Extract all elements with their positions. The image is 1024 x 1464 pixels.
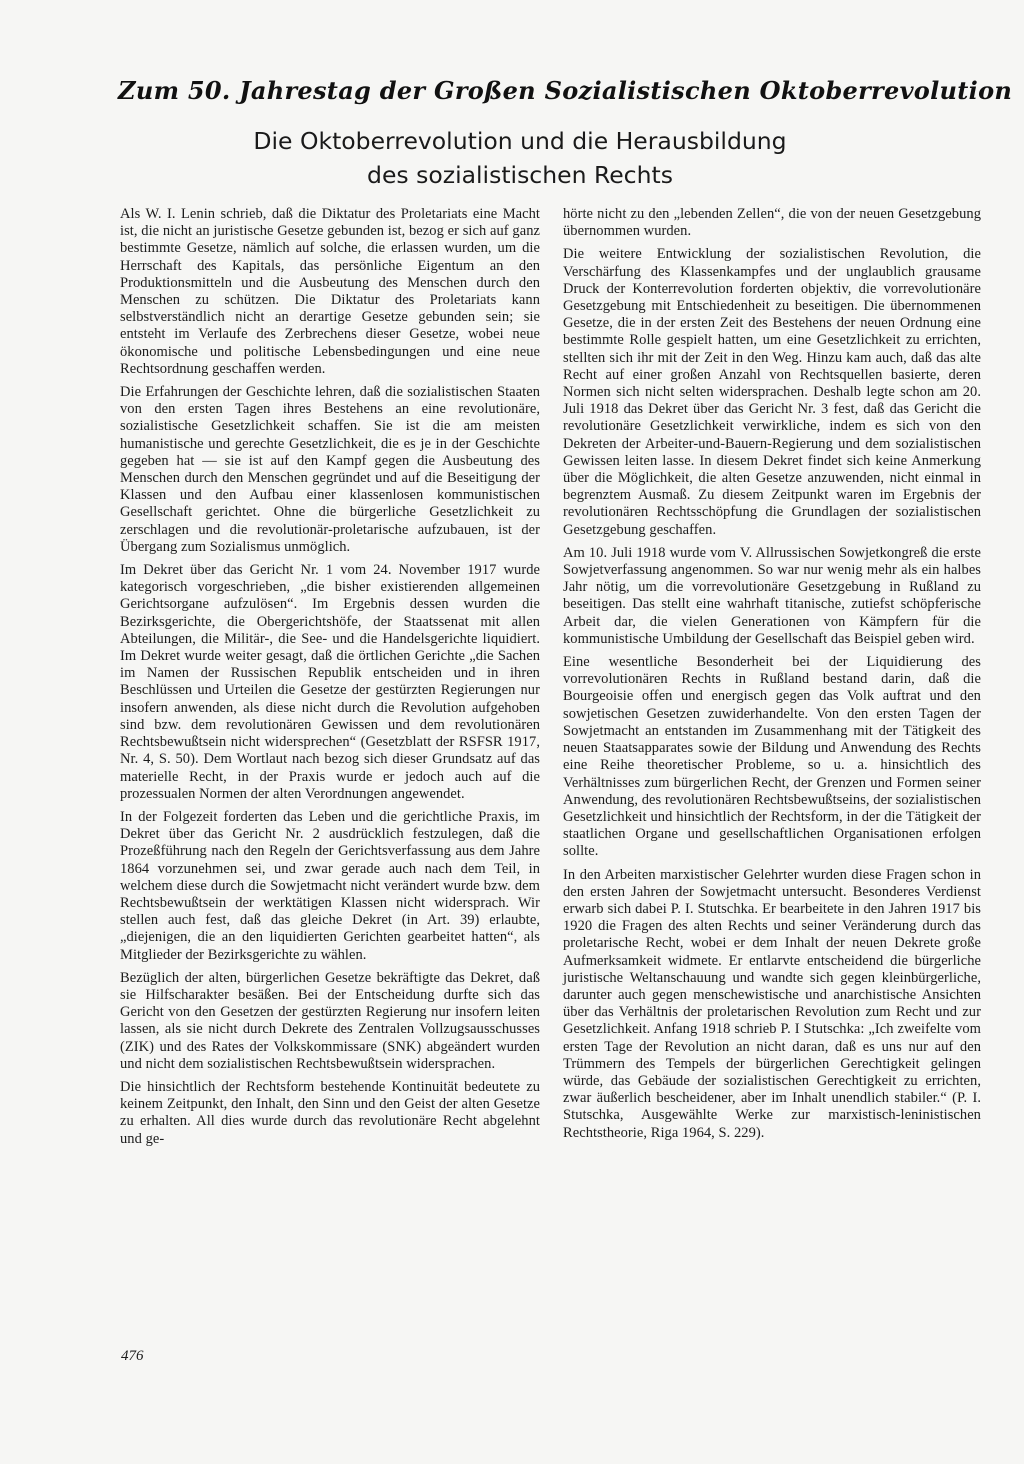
page-number: 476: [121, 1348, 144, 1364]
paragraph: In der Folgezeit forderten das Leben und die gerichtliche Praxis, im Dekret über das Gericht Nr. 2 ausdrücklich festzulegen, daß die Prozeßführung nach den Regeln der Gerichtsverfassung aus dem Jahre 1864 vorzunehmen sei, und zwar gerade auch nach dem Teil, in welchem diese durch die Sowjetmacht nicht verändert wurde bzw. dem Rechtsbewußtsein der werktätigen Klassen nicht widersprach. Wir stellen auch fest, daß das gleiche Dekret (in Art. 39) erlaubte, „diejenigen, die an den liquidierten Gerichten gearbeitet hatten“, als Mitglieder der Bezirksgerichte zu wählen.: [120, 808, 540, 963]
paragraph: Am 10. Juli 1918 wurde vom V. Allrussischen Sowjetkongreß die erste Sowjetverfassung angenommen. So war nur wenig mehr als ein halbes Jahr nötig, um die vorrevolutionäre Gesetzgebung in Rußland zu beseitigen. Das stellt eine wahrhaft titanische, zutiefst schöpferische Arbeit dar, die vielen Generationen von Kämpfern für die kommunistische Umbildung der Gesellschaft das Beispiel geben wird.: [563, 544, 981, 647]
paragraph: Die weitere Entwicklung der sozialistischen Revolution, die Verschärfung des Klassenkampfes und der unglaublich grausame Druck der Konterrevolution forderten objektiv, die vorrevolutionäre Gesetzgebung mit Entschiedenheit zu beseitigen. Die übernommenen Gesetze, die in der ersten Zeit des Bestehens der neuen Ordnung eine bestimmte Rolle gespielt hatten, um eine Gesetzlichkeit zu errichten, stellten sich ihr mit der Zeit in den Weg. Hinzu kam auch, daß das alte Recht auf einer großen Anzahl von Rechtsquellen basierte, deren Normen sich nicht selten widersprachen. Deshalb legte schon am 20. Juli 1918 das Dekret über das Gericht Nr. 3 fest, daß das Gericht die revolutionäre Gesetzlichkeit verwirkliche, indem es sich von den Dekreten der Arbeiter-und-Bauern-Regierung und dem sozialistischen Gewissen leiten lasse. In diesem Dekret findet sich keine Anmerkung über die Möglichkeit, die alten Gesetze anzuwenden, nicht einmal in begrenztem Ausmaß. Zu diesem Zeitpunkt waren im Ergebnis der revolutionären Rechtsschöpfung die Grundlagen der sozialistischen Gesetzgebung geschaffen.: [563, 246, 981, 538]
paragraph: Im Dekret über das Gericht Nr. 1 vom 24. November 1917 wurde kategorisch vorgeschrieben, „die bisher existierenden allgemeinen Gerichtsorgane aufzulösen“. Im Ergebnis dessen wurden die Bezirksgerichte, die Obergerichtshöfe, der Staatssenat mit allen Abteilungen, die Militär-, die See- und die Handelsgerichte liquidiert. Im Dekret wurde weiter gesagt, daß die örtlichen Gerichte „die Sachen im Namen der Russischen Republik entscheiden und in ihren Beschlüssen und Urteilen die Gesetze der gestürzten Regierungen nur insofern anwenden, als diese nicht durch die Revolution aufgehoben sind bzw. dem revolutionären Gewissen und dem revolutionären Rechtsbewußtsein nicht widersprechen“ (Gesetzblatt der RSFSR 1917, Nr. 4, S. 50). Dem Wortlaut nach bezog sich dieser Grundsatz auf das materielle Recht, in der Praxis wurde er jedoch auch auf die prozessualen Normen der alten Verordnungen angewendet.: [120, 562, 540, 802]
paragraph: hörte nicht zu den „lebenden Zellen“, die von der neuen Gesetzgebung übernommen wurden.: [563, 206, 981, 240]
paragraph: Als W. I. Lenin schrieb, daß die Diktatur des Proletariats eine Macht ist, die nicht an juristische Gesetze gebunden ist, bezog er sich auf ganz bestimmte Gesetze, nämlich auf solche, die erlassen wurden, um die Herrschaft des Kapitals, das persönliche Eigentum an den Produktionsmitteln und die Ausbeutung des Menschen durch den Menschen zu schützen. Die Diktatur des Proletariats kann selbstverständlich nicht an derartige Gesetze gebunden sein; sie entsteht im Verlaufe des Zerbrechens dieser Gesetze, wobei neue ökonomische und politische Lebensbedingungen und eine neue Rechtsordnung geschaffen werden.: [120, 206, 540, 377]
article-title-line-1: Die Oktoberrevolution und die Herausbildung: [253, 127, 787, 155]
article-title: [200, 124, 840, 192]
left-column: [120, 206, 540, 1154]
article-title-line-2: des sozialistischen Rechts: [367, 161, 673, 189]
paragraph: In den Arbeiten marxistischer Gelehrter wurden diese Fragen schon in den ersten Jahren der Sowjetmacht untersucht. Besonderes Verdienst erwarb sich dabei P. I. Stutschka. Er bearbeitete in den Jahren 1917 bis 1920 die Fragen des alten Rechts und seiner Veränderung durch das proletarische Recht, wobei er dem Inhalt der neuen Dekrete große Aufmerksamkeit widmete. Er entlarvte entscheidend die bürgerliche juristische Weltanschauung und wandte sich gegen kleinbürgerliche, darunter auch gegen menschewistische und anarchistische Ansichten über das Verhältnis der proletarischen Revolution zum Recht und zur Gesetzlichkeit. Anfang 1918 schrieb P. I Stutschka: „Ich zweifelte vom ersten Tage der Revolution an nicht daran, daß es uns nur auf den Trümmern des Tempels der bürgerlichen Gerechtigkeit gelingen würde, das Gebäude der sozialistischen Gerechtigkeit zu errichten, zwar äußerlich bescheidener, aber im Inhalt unendlich stabiler.“ (P. I. Stutschka, Ausgewählte Werke zur marxistisch-leninistischen Rechtstheorie, Riga 1964, S. 229).: [563, 866, 981, 1141]
paragraph: Die Erfahrungen der Geschichte lehren, daß die sozialistischen Staaten von den ersten Tagen ihres Bestehens an eine revolutionäre, sozialistische Gesetzlichkeit schaffen. Sie ist die am meisten humanistische und gerechte Gesetzlichkeit, die es je in der Geschichte gegeben hat — sie ist auf den Kampf gegen die Ausbeutung des Menschen durch den Menschen gegründet und auf die Beseitigung der Klassen und den Aufbau einer klassenlosen kommunistischen Gesellschaft gerichtet. Ohne die bürgerliche Gesetzlichkeit zu zerschlagen und die revolutionär-proletarische aufzubauen, ist der Übergang zum Sozialismus unmöglich.: [120, 384, 540, 555]
paragraph: Eine wesentliche Besonderheit bei der Liquidierung des vorrevolutionären Rechts in Rußland bestand darin, daß die Bourgeoisie offen und energisch gegen das Volk auftrat und den sowjetischen Gesetzen zuwiderhandelte. Von den ersten Tagen der Sowjetmacht an entstanden im Zusammenhang mit der Tätigkeit des neuen Staatsapparates sowie der Bildung und Anwendung des Rechts eine Reihe theoretischer Probleme, so u. a. hinsichtlich des Verhältnisses zum bürgerlichen Recht, der Grenzen und Formen seiner Anwendung, des revolutionären Rechtsbewußtseins, der sozialistischen Gesetzlichkeit und hinsichtlich der Rechtsform, in der die Tätigkeit der staatlichen Organe und gesellschaftlichen Organisationen erfolgen sollte.: [563, 654, 981, 860]
paragraph: Bezüglich der alten, bürgerlichen Gesetze bekräftigte das Dekret, daß sie Hilfscharakter besäßen. Bei der Entscheidung durfte sich das Gericht von den Gesetzen der gestürzten Regierung nur insofern leiten lassen, als sie nicht durch Dekrete des Zentralen Vollzugsausschusses (ZIK) und des Rates der Volkskommissare (SNK) abgeändert wurden und nicht dem sozialistischen Rechtsbewußtsein widersprachen.: [120, 969, 540, 1072]
right-column: [563, 206, 981, 1148]
paragraph: Die hinsichtlich der Rechtsform bestehende Kontinuität bedeutete zu keinem Zeitpunkt, den Inhalt, den Sinn und den Geist der alten Gesetze zu erhalten. All dies wurde durch das revolutionäre Recht abgelehnt und ge-: [120, 1078, 540, 1147]
anniversary-kicker: Zum 50. Jahrestag der Großen Sozialistischen Oktoberrevolution: [118, 76, 1013, 105]
